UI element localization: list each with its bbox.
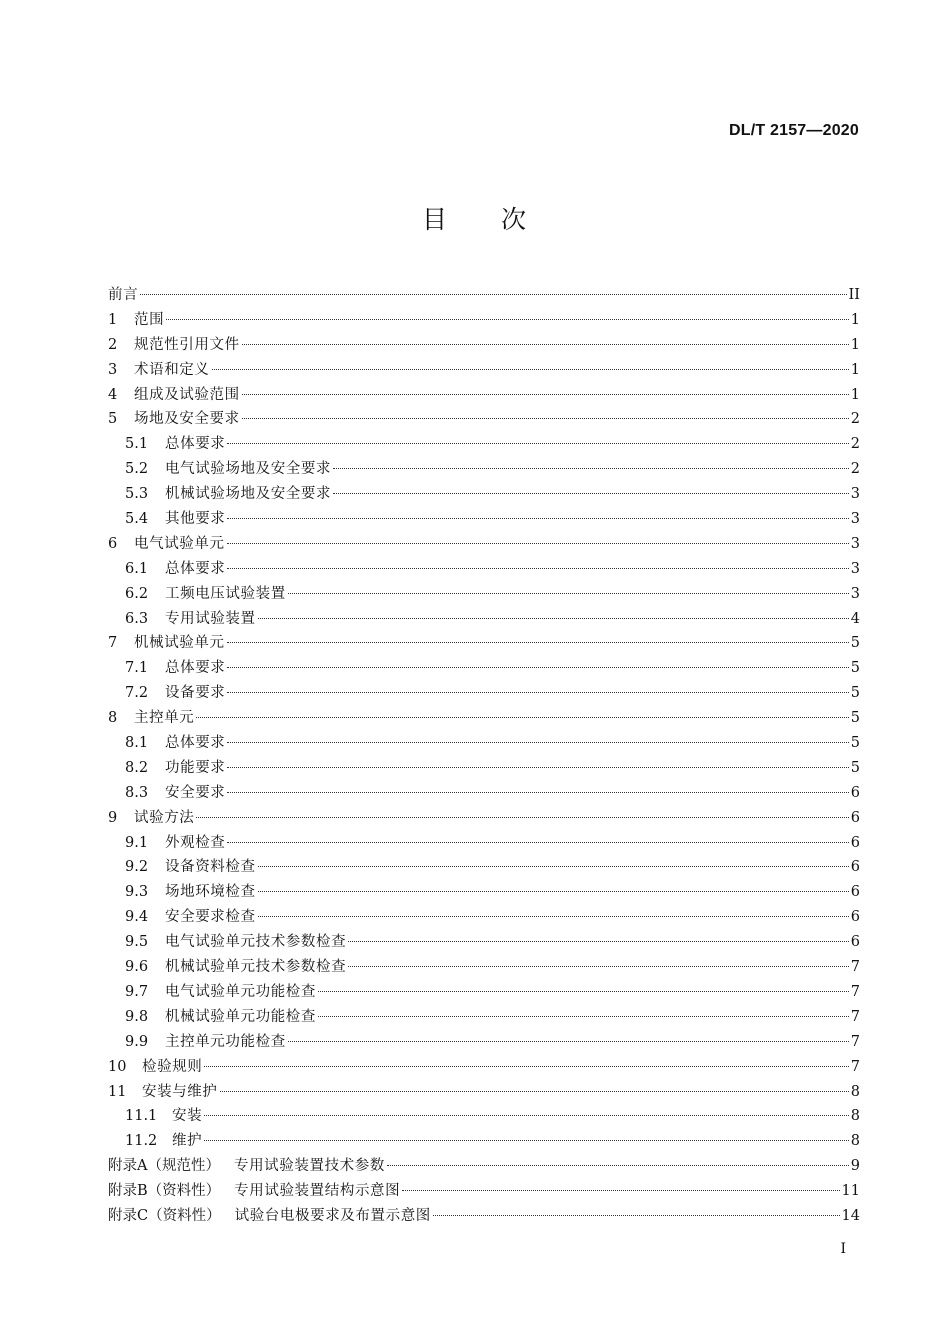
toc-entry-page: 6 bbox=[850, 834, 860, 851]
toc-entry-number: 11 bbox=[108, 1083, 127, 1100]
toc-dot-leader bbox=[227, 692, 848, 693]
toc-entry-page: 11 bbox=[841, 1183, 860, 1200]
toc-entry-number: 8.1 bbox=[125, 735, 149, 752]
toc-entry-label: 专用试验装置 bbox=[165, 610, 256, 627]
toc-entry-label: 机械试验单元 bbox=[134, 635, 225, 652]
toc-entry[interactable] bbox=[108, 308, 860, 333]
toc-entry-number: 9.8 bbox=[125, 1008, 149, 1025]
toc-dot-leader bbox=[288, 593, 849, 594]
toc-entry-page: 2 bbox=[850, 411, 860, 428]
toc-entry-label: 试验台电极要求及布置示意图 bbox=[234, 1207, 431, 1224]
toc-entry-page: 2 bbox=[850, 461, 860, 478]
toc-dot-leader bbox=[204, 1066, 848, 1067]
toc-entry[interactable] bbox=[108, 1154, 860, 1179]
toc-entry[interactable] bbox=[108, 407, 860, 432]
toc-entry[interactable] bbox=[108, 283, 860, 308]
toc-dot-leader bbox=[166, 319, 849, 320]
toc-entry-number: 8.3 bbox=[125, 784, 149, 801]
toc-entry[interactable] bbox=[108, 756, 860, 781]
toc-dot-leader bbox=[318, 1016, 849, 1017]
toc-entry[interactable] bbox=[108, 806, 860, 831]
toc-entry-label: 规范性引用文件 bbox=[134, 336, 240, 353]
toc-entry-number: 9.9 bbox=[125, 1033, 149, 1050]
toc-dot-leader bbox=[402, 1190, 839, 1191]
toc-dot-leader bbox=[212, 369, 849, 370]
toc-entry[interactable] bbox=[108, 1080, 860, 1105]
toc-entry-page: 8 bbox=[850, 1133, 860, 1150]
toc-entry[interactable] bbox=[108, 980, 860, 1005]
toc-dot-leader bbox=[220, 1091, 849, 1092]
toc-entry[interactable] bbox=[108, 532, 860, 557]
toc-entry-label: 范围 bbox=[134, 311, 165, 328]
toc-entry[interactable] bbox=[108, 1179, 860, 1204]
toc-entry-number: 1 bbox=[108, 311, 118, 328]
toc-dot-leader bbox=[387, 1165, 849, 1166]
toc-entry[interactable] bbox=[108, 1104, 860, 1129]
toc-entry-label: 电气试验场地及安全要求 bbox=[165, 461, 332, 478]
toc-title-char-1: 目 bbox=[421, 205, 449, 234]
table-of-contents bbox=[108, 283, 860, 1229]
toc-entry-page: 3 bbox=[850, 535, 860, 552]
toc-entry-page: 2 bbox=[850, 436, 860, 453]
toc-entry-page: 5 bbox=[850, 735, 860, 752]
toc-entry-label: 安全要求 bbox=[165, 784, 226, 801]
toc-dot-leader bbox=[348, 941, 849, 942]
toc-entry[interactable] bbox=[108, 507, 860, 532]
toc-dot-leader bbox=[288, 1041, 849, 1042]
toc-dot-leader bbox=[227, 443, 848, 444]
toc-dot-leader bbox=[333, 468, 849, 469]
toc-entry-page: 3 bbox=[850, 511, 860, 528]
toc-dot-leader bbox=[196, 817, 848, 818]
toc-entry-label: 工频电压试验装置 bbox=[165, 585, 286, 602]
toc-entry-number: 4 bbox=[108, 386, 118, 403]
toc-dot-leader bbox=[227, 667, 848, 668]
toc-entry-label: 场地及安全要求 bbox=[134, 411, 240, 428]
toc-entry-page: 5 bbox=[850, 660, 860, 677]
toc-entry-number: 6.2 bbox=[125, 585, 149, 602]
toc-entry-label: 术语和定义 bbox=[134, 361, 210, 378]
toc-entry-number: 9.4 bbox=[125, 909, 149, 926]
toc-entry-page: 8 bbox=[850, 1108, 860, 1125]
toc-entry[interactable] bbox=[108, 557, 860, 582]
toc-entry[interactable] bbox=[108, 781, 860, 806]
toc-dot-leader bbox=[348, 966, 849, 967]
toc-entry-label: 检验规则 bbox=[142, 1058, 203, 1075]
toc-entry-label: 组成及试验范围 bbox=[134, 386, 240, 403]
standard-code: DL/T 2157—2020 bbox=[729, 122, 859, 139]
page-number: I bbox=[840, 1241, 846, 1257]
toc-entry-page: II bbox=[848, 287, 860, 303]
toc-entry-number: 8 bbox=[108, 710, 118, 727]
toc-dot-leader bbox=[227, 767, 848, 768]
toc-entry-number: 8.2 bbox=[125, 759, 149, 776]
toc-entry-number: 9.1 bbox=[125, 834, 149, 851]
toc-entry-label: 总体要求 bbox=[165, 735, 226, 752]
toc-entry-page: 1 bbox=[850, 311, 860, 328]
toc-entry-label: 功能要求 bbox=[165, 759, 226, 776]
toc-entry-page: 1 bbox=[850, 386, 860, 403]
toc-entry-label: 总体要求 bbox=[165, 436, 226, 453]
toc-entry-label: 试验方法 bbox=[134, 809, 195, 826]
toc-dot-leader bbox=[227, 842, 848, 843]
toc-entry-page: 1 bbox=[850, 361, 860, 378]
toc-title-char-2: 次 bbox=[501, 205, 529, 234]
toc-entry-number: 7.1 bbox=[125, 660, 149, 677]
toc-entry-label: 专用试验装置技术参数 bbox=[233, 1158, 385, 1175]
toc-entry-page: 8 bbox=[850, 1083, 860, 1100]
toc-entry[interactable] bbox=[108, 1055, 860, 1080]
toc-entry-label: 其他要求 bbox=[165, 511, 226, 528]
toc-entry-number: 9.6 bbox=[125, 959, 149, 976]
toc-entry-page: 3 bbox=[850, 560, 860, 577]
toc-dot-leader bbox=[204, 1140, 849, 1141]
toc-entry-number: 9.7 bbox=[125, 983, 149, 1000]
toc-entry-number: 9.3 bbox=[125, 884, 149, 901]
toc-entry-page: 6 bbox=[850, 884, 860, 901]
toc-dot-leader bbox=[227, 742, 848, 743]
toc-entry[interactable] bbox=[108, 731, 860, 756]
toc-entry-label: 机械试验场地及安全要求 bbox=[165, 486, 332, 503]
toc-dot-leader bbox=[318, 991, 849, 992]
toc-dot-leader bbox=[258, 916, 849, 917]
toc-entry-page: 7 bbox=[850, 1033, 860, 1050]
toc-dot-leader bbox=[227, 543, 849, 544]
toc-entry[interactable] bbox=[108, 905, 860, 930]
toc-entry[interactable] bbox=[108, 681, 860, 706]
toc-entry-label: 主控单元 bbox=[134, 710, 195, 727]
toc-entry[interactable] bbox=[108, 656, 860, 681]
toc-dot-leader bbox=[227, 792, 848, 793]
toc-entry[interactable] bbox=[108, 855, 860, 880]
toc-entry-number: 9.5 bbox=[125, 934, 149, 951]
toc-entry-label: 总体要求 bbox=[165, 660, 226, 677]
toc-entry[interactable] bbox=[108, 383, 860, 408]
toc-entry-page: 5 bbox=[850, 635, 860, 652]
toc-entry-label: 机械试验单元技术参数检查 bbox=[165, 959, 347, 976]
toc-entry-page: 1 bbox=[850, 336, 860, 353]
toc-entry-number: 2 bbox=[108, 336, 118, 353]
toc-entry-label: 总体要求 bbox=[165, 560, 226, 577]
toc-entry-number: 5.2 bbox=[125, 461, 149, 478]
toc-dot-leader bbox=[227, 518, 848, 519]
toc-entry-page: 3 bbox=[850, 585, 860, 602]
toc-entry-number: 5 bbox=[108, 411, 118, 428]
toc-entry-page: 7 bbox=[850, 1008, 860, 1025]
toc-entry-page: 5 bbox=[850, 685, 860, 702]
toc-dot-leader bbox=[258, 891, 849, 892]
toc-entry-number: 6.1 bbox=[125, 560, 149, 577]
toc-entry[interactable] bbox=[108, 1129, 860, 1154]
toc-entry-label: 外观检查 bbox=[165, 834, 226, 851]
toc-dot-leader bbox=[258, 866, 849, 867]
toc-entry-label: 专用试验装置结构示意图 bbox=[234, 1183, 401, 1200]
toc-entry-page: 5 bbox=[850, 759, 860, 776]
toc-entry[interactable] bbox=[108, 582, 860, 607]
toc-entry-number: 5.4 bbox=[125, 511, 149, 528]
toc-entry-page: 6 bbox=[850, 809, 860, 826]
toc-dot-leader bbox=[242, 344, 849, 345]
toc-dot-leader bbox=[196, 717, 848, 718]
toc-entry-number: 附录C（资料性） bbox=[108, 1207, 221, 1224]
toc-entry-page: 6 bbox=[850, 934, 860, 951]
toc-entry[interactable] bbox=[108, 880, 860, 905]
toc-entry-number: 9.2 bbox=[125, 859, 149, 876]
toc-entry-number: 7 bbox=[108, 635, 118, 652]
toc-dot-leader bbox=[242, 418, 849, 419]
toc-entry-label: 安全要求检查 bbox=[165, 909, 256, 926]
toc-entry-page: 14 bbox=[841, 1207, 860, 1224]
toc-entry[interactable] bbox=[108, 333, 860, 358]
toc-entry-number: 9 bbox=[108, 809, 118, 826]
toc-entry-page: 6 bbox=[850, 859, 860, 876]
toc-dot-leader bbox=[433, 1215, 840, 1216]
toc-entry-number: 11.1 bbox=[125, 1108, 158, 1125]
toc-entry-number: 11.2 bbox=[125, 1133, 158, 1150]
toc-dot-leader bbox=[227, 642, 849, 643]
toc-entry-label: 设备要求 bbox=[165, 685, 226, 702]
toc-entry-page: 7 bbox=[850, 1058, 860, 1075]
toc-entry-page: 6 bbox=[850, 909, 860, 926]
toc-entry[interactable] bbox=[108, 955, 860, 980]
toc-entry-label: 设备资料检查 bbox=[165, 859, 256, 876]
toc-entry[interactable] bbox=[108, 706, 860, 731]
toc-entry-number: 5.3 bbox=[125, 486, 149, 503]
toc-entry-number: 6 bbox=[108, 535, 118, 552]
toc-entry-label: 维护 bbox=[172, 1133, 203, 1150]
toc-entry-label: 前言 bbox=[108, 287, 139, 303]
toc-title bbox=[0, 200, 950, 236]
toc-entry-number: 10 bbox=[108, 1058, 127, 1075]
toc-entry[interactable] bbox=[108, 831, 860, 856]
toc-entry[interactable] bbox=[108, 457, 860, 482]
toc-entry-number: 5.1 bbox=[125, 436, 149, 453]
toc-dot-leader bbox=[242, 394, 849, 395]
toc-entry-number: 6.3 bbox=[125, 610, 149, 627]
toc-entry[interactable] bbox=[108, 432, 860, 457]
toc-entry-label: 主控单元功能检查 bbox=[165, 1033, 286, 1050]
toc-entry-number: 附录A（规范性） bbox=[108, 1158, 220, 1175]
toc-entry-number: 7.2 bbox=[125, 685, 149, 702]
toc-dot-leader bbox=[140, 294, 846, 295]
toc-entry[interactable] bbox=[108, 631, 860, 656]
toc-entry-page: 3 bbox=[850, 486, 860, 503]
toc-entry[interactable] bbox=[108, 607, 860, 632]
toc-entry-number: 附录B（资料性） bbox=[108, 1183, 221, 1200]
toc-entry-page: 4 bbox=[850, 610, 860, 627]
toc-dot-leader bbox=[258, 618, 849, 619]
toc-entry[interactable] bbox=[108, 1030, 860, 1055]
toc-entry-number: 3 bbox=[108, 361, 118, 378]
toc-entry[interactable] bbox=[108, 358, 860, 383]
toc-entry-page: 9 bbox=[850, 1158, 860, 1175]
toc-dot-leader bbox=[227, 568, 848, 569]
toc-dot-leader bbox=[333, 493, 849, 494]
toc-entry-label: 电气试验单元功能检查 bbox=[165, 983, 316, 1000]
toc-entry-label: 电气试验单元技术参数检查 bbox=[165, 934, 347, 951]
toc-entry-label: 安装与维护 bbox=[142, 1083, 218, 1100]
toc-entry[interactable] bbox=[108, 482, 860, 507]
toc-entry-label: 安装 bbox=[172, 1108, 203, 1125]
toc-entry[interactable] bbox=[108, 930, 860, 955]
toc-entry-page: 6 bbox=[850, 784, 860, 801]
toc-entry-label: 机械试验单元功能检查 bbox=[165, 1008, 316, 1025]
toc-entry-page: 7 bbox=[850, 983, 860, 1000]
toc-entry-label: 场地环境检查 bbox=[165, 884, 256, 901]
toc-entry-page: 7 bbox=[850, 959, 860, 976]
toc-entry[interactable] bbox=[108, 1005, 860, 1030]
toc-entry-page: 5 bbox=[850, 710, 860, 727]
toc-entry-label: 电气试验单元 bbox=[134, 535, 225, 552]
toc-entry[interactable] bbox=[108, 1204, 860, 1229]
toc-dot-leader bbox=[204, 1115, 849, 1116]
